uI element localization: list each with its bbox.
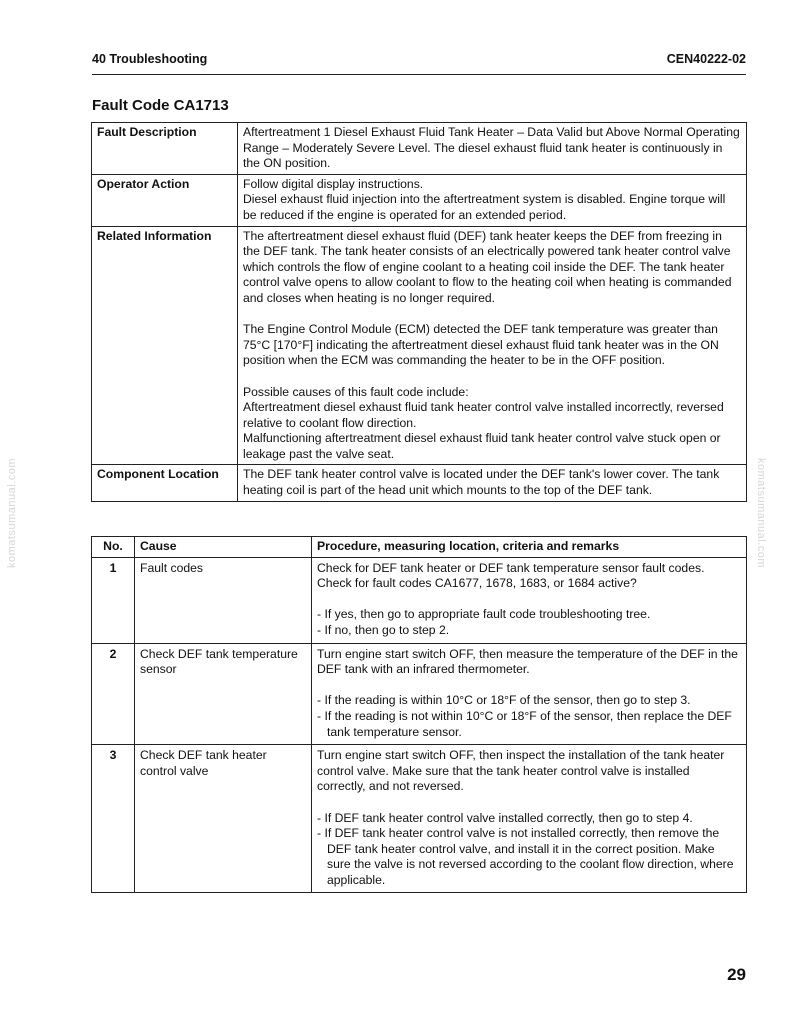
- step-procedure: [312, 557, 747, 643]
- procedure-branch: - If DEF tank heater control valve installed correctly, then go to step 4.: [317, 810, 693, 825]
- text-line: Possible causes of this fault code include:: [243, 384, 469, 399]
- procedure-intro: Turn engine start switch OFF, then inspect the installation of the tank heater control valve. Make sure that the tank heater control valve is installed correctly, and not reversed.: [317, 748, 725, 794]
- step-number: 2: [92, 643, 135, 745]
- paragraph: [243, 125, 741, 172]
- step-number: 1: [92, 557, 135, 643]
- fault-row-content: [238, 465, 747, 501]
- fault-row-content: [238, 123, 747, 175]
- step-procedure: [312, 745, 747, 893]
- step-cause: Check DEF tank heater control valve: [135, 745, 312, 893]
- fault-row-label: Fault Description: [92, 123, 238, 175]
- text-line: The aftertreatment diesel exhaust fluid (DEF) tank heater keeps the DEF from freezing in the DEF tank. The tank heater consists of an electrically powered tank heater control valve which controls the flow of engine coolant to a heating coil inside the DEF. The tank heater control valve opens to allow coolant to flow to the heating coil when heating is commanded and closes when heating is no longer required.: [243, 228, 732, 305]
- fault-table-row: [92, 174, 747, 226]
- step-cause: Check DEF tank temperature sensor: [135, 643, 312, 745]
- step-cause: Fault codes: [135, 557, 312, 643]
- page-number: 29: [727, 965, 746, 984]
- procedure-intro: Check for DEF tank heater or DEF tank temperature sensor fault codes. Check for fault codes CA1677, 1678, 1683, or 1684 active?: [317, 560, 705, 591]
- table-row: [92, 643, 747, 745]
- header-cause: Cause: [135, 537, 312, 558]
- procedure-intro: Turn engine start switch OFF, then measure the temperature of the DEF in the DEF tank with an infrared thermometer.: [317, 646, 738, 677]
- fault-info-table: [91, 122, 747, 502]
- procedure-branches: [317, 607, 741, 638]
- watermark-right: komatsumanual.com: [755, 458, 767, 568]
- procedure-branch: - If DEF tank heater control valve is not installed correctly, then remove the DEF tank heater control valve, and install it in the correct position. Make sure the valve is not reversed according to the coolant flow direction, where applicable.: [317, 826, 734, 887]
- text-line: Follow digital display instructions.: [243, 176, 424, 191]
- paragraph: [243, 322, 741, 369]
- text-line: Aftertreatment 1 Diesel Exhaust Fluid Tank Heater – Data Valid but Above Normal Operating Range – Moderately Severe Level. The diesel exhaust fluid tank heater is continuously in the ON position.: [243, 125, 740, 171]
- fault-row-label: Related Information: [92, 226, 238, 465]
- text-line: Malfunctioning aftertreatment diesel exhaust fluid tank heater control valve stuck open or leakage past the valve seat.: [243, 431, 721, 461]
- troubleshooting-table: [91, 536, 747, 893]
- page-header: [92, 52, 746, 75]
- header-no: No.: [92, 537, 135, 558]
- fault-row-content: [238, 226, 747, 465]
- fault-code-title: Fault Code CA1713: [92, 97, 229, 114]
- watermark-left: komatsumanual.com: [6, 458, 18, 568]
- text-line: Diesel exhaust fluid injection into the aftertreatment system is disabled. Engine torque will be reduced if the engine is operated for an extended period.: [243, 192, 726, 222]
- text-line: The DEF tank heater control valve is located under the DEF tank's lower cover. The tank heating coil is part of the head unit which mounts to the top of the DEF tank.: [243, 467, 720, 498]
- fault-row-label: Component Location: [92, 465, 238, 501]
- text-line: Aftertreatment diesel exhaust fluid tank heater control valve installed incorrectly, reversed relative to coolant flow direction.: [243, 400, 724, 430]
- fault-table-row: [92, 123, 747, 175]
- paragraph: [243, 229, 741, 307]
- procedure-branches: [317, 693, 741, 740]
- header-procedure: Procedure, measuring location, criteria and remarks: [312, 537, 747, 558]
- paragraph: [243, 177, 741, 224]
- table-row: [92, 557, 747, 643]
- paragraph: [243, 385, 741, 463]
- procedure-branch: - If no, then go to step 2.: [317, 622, 450, 637]
- section-title: 40 Troubleshooting: [92, 52, 208, 66]
- paragraph: [243, 467, 741, 498]
- procedure-branch: - If the reading is within 10°C or 18°F of the sensor, then go to step 3.: [317, 693, 691, 708]
- document-code: CEN40222-02: [666, 52, 746, 66]
- table-row: [92, 745, 747, 893]
- procedure-branches: [317, 811, 741, 889]
- fault-table-row: [92, 226, 747, 465]
- fault-row-label: Operator Action: [92, 174, 238, 226]
- fault-row-content: [238, 174, 747, 226]
- procedure-branch: - If the reading is not within 10°C or 18°F of the sensor, then replace the DEF tank temperature sensor.: [317, 708, 732, 739]
- procedure-branch: - If yes, then go to appropriate fault code troubleshooting tree.: [317, 607, 651, 622]
- step-number: 3: [92, 745, 135, 893]
- text-line: The Engine Control Module (ECM) detected the DEF tank temperature was greater than 75°C [170°F] indicating the aftertreatment diesel exhaust fluid tank heater was in the ON position when the ECM was commanding the heater to be in the OFF position.: [243, 322, 719, 368]
- fault-table-row: [92, 465, 747, 501]
- step-procedure: [312, 643, 747, 745]
- table-header-row: [92, 537, 747, 558]
